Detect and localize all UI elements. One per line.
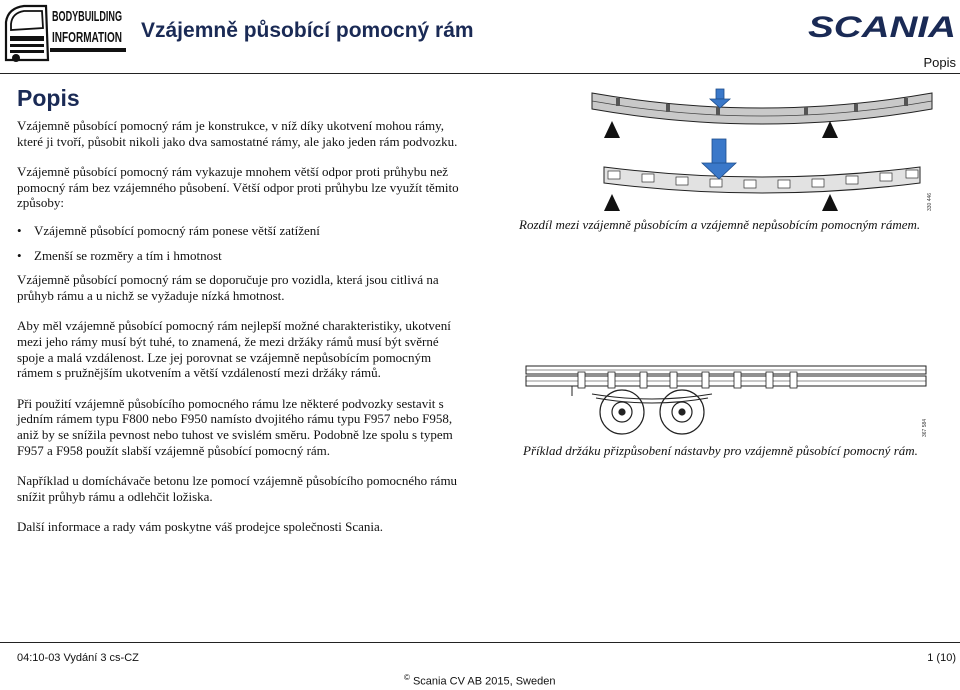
footer-page-number: 1 (10) <box>927 652 956 664</box>
support-triangle <box>604 121 620 138</box>
paragraph-4: Aby měl vzájemně působící pomocný rám nejlepší možné charakteristiky, ukotvení mezi jeho rámy musí být tuhé, to znamená, že mezi držáky rámů musí být svěrné spoje a malá vzdálenost. Lze jej porovnat se vzájemně nepůsobícím pomocným rámem s pružnějším ukotvením a větší vzdáleností mezi držáky rámů. <box>17 318 451 381</box>
bullet-item: • Zmenší se rozměry a tím i hmotnost <box>17 248 469 264</box>
paragraph-3: Vzájemně působící pomocný rám se doporučuje pro vozidla, která jsou citlivá na průhyb rámu a u nichž se vyžaduje nízká hmotnost. <box>17 272 439 303</box>
paragraph-1: Vzájemně působící pomocný rám je konstrukce, v níž díky ukotvení mohou rámy, které ji tvoří, působit nikoli jako dva samostatné rámy, ale jako jeden rám podvozku. <box>17 118 458 149</box>
paragraph-6: Například u domíchávače betonu lze pomocí vzájemně působícího pomocného rámu snížit průhyb rámu a odlehčit ložiska. <box>17 473 458 504</box>
page-header-title: Vzájemně působící pomocný rám <box>141 19 474 42</box>
beam-deflection-figure <box>586 83 938 213</box>
support-triangle <box>604 194 620 211</box>
figure-1-reference: 330 446 <box>927 192 933 211</box>
scania-logo <box>808 11 956 44</box>
header-section-label: Popis <box>923 55 956 70</box>
logo-text-line2: INFORMATION <box>52 29 122 46</box>
copyright-symbol: © <box>404 673 410 682</box>
paragraph-7: Další informace a rady vám poskytne váš prodejce společnosti Scania. <box>17 519 384 535</box>
paragraph-5: Při použití vzájemně působícího pomocného rámu lze některé podvozky sestavit s jedním rámem typu F800 nebo F950 namísto dvojitého rámu typu F957 nebo F958, aniž by se snížila pevnost nebo tuhost ve svislém směru. Podobně lze spolu s typem F957 a F958 použít slabší vzájemně působící pomocný rám. <box>17 395 453 458</box>
chassis-bracket-figure <box>522 362 934 440</box>
figure-1-caption: Rozdíl mezi vzájemně působícím a vzájemně nepůsobícím pomocným rámem. <box>519 217 921 232</box>
scania-logo-text: SCANIA <box>808 11 956 44</box>
load-arrow-icon <box>702 139 736 179</box>
footer-divider <box>0 642 960 643</box>
figure-2-reference: 367 584 <box>922 418 928 437</box>
body-text <box>17 118 469 535</box>
support-triangle <box>822 121 838 138</box>
logo-text-line1: BODYBUILDING <box>52 8 122 25</box>
section-title: Popis <box>17 85 80 111</box>
load-arrow-icon <box>710 89 730 108</box>
header-divider <box>0 73 960 74</box>
bodybuilding-information-logo <box>2 2 128 64</box>
copyright-text: Scania CV AB 2015, Sweden <box>412 675 556 688</box>
bullet-list <box>17 223 469 263</box>
figure-2-caption: Příklad držáku přizpůsobení nástavby pro vzájemně působící pomocný rám. <box>523 443 918 458</box>
support-triangle <box>822 194 838 211</box>
bullet-item: • Vzájemně působící pomocný rám ponese větší zatížení <box>17 223 469 239</box>
footer-document-id: 04:10-03 Vydání 3 cs-CZ <box>17 652 139 664</box>
footer-copyright <box>404 673 555 688</box>
paragraph-2: Vzájemně působící pomocný rám vykazuje mnohem větší odpor proti průhybu než pomocný rám bez vzájemného působení. Větší odpor proti průhybu lze využít těmito způsoby: <box>17 164 459 211</box>
